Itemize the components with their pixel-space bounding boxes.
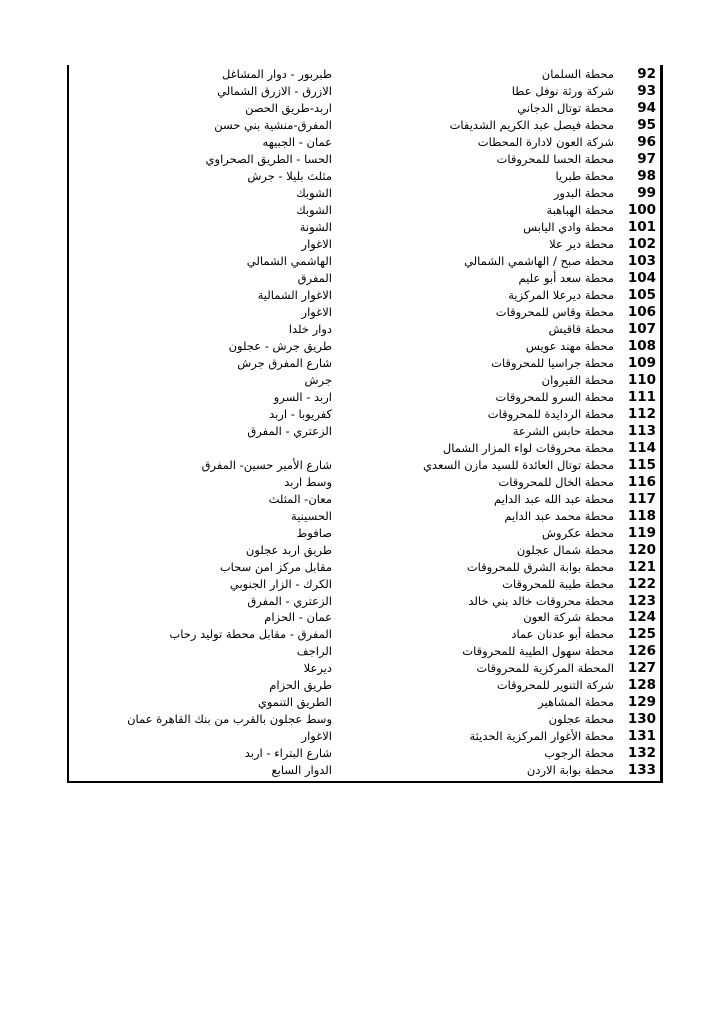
row-number: 133 <box>627 762 656 779</box>
station-location: المفرق-منشية بني حسن <box>214 118 332 133</box>
table-row <box>69 728 660 745</box>
station-location: الزعتري - المفرق <box>247 423 332 438</box>
station-name: محطة جراسيا للمحروقات <box>491 355 614 370</box>
station-name: محطة الردايدة للمحروقات <box>487 406 614 421</box>
table-row <box>69 609 660 626</box>
station-name: محطة البدور <box>553 186 614 201</box>
row-number: 103 <box>627 253 656 270</box>
row-number: 100 <box>627 202 656 219</box>
station-name: محطة شركة العون <box>523 610 614 625</box>
row-number: 106 <box>627 304 656 321</box>
station-location: طريق الحزام <box>269 678 332 693</box>
table-row <box>69 626 660 643</box>
station-name: محطة السلمان <box>541 67 614 82</box>
table-row <box>69 66 660 83</box>
station-name: محطة محمد عبد الدايم <box>504 508 614 523</box>
station-name: محطة القيروان <box>541 372 614 387</box>
table-row <box>69 405 660 422</box>
station-location: الشوبك <box>296 203 332 218</box>
station-name: محطة ديرعلا المركزية <box>508 288 614 303</box>
station-location: الحسينية <box>291 508 332 523</box>
row-number: 114 <box>627 439 656 456</box>
row-number: 131 <box>627 728 656 745</box>
station-name: محطة شمال عجلون <box>516 542 614 557</box>
table-row <box>69 660 660 677</box>
table-row <box>69 338 660 355</box>
station-location: مقابل مركز امن سحاب <box>219 559 332 574</box>
table-row <box>69 745 660 762</box>
station-location: ديرعلا <box>303 661 332 676</box>
station-name: محطة الأغوار المركزية الحديثة <box>469 729 614 744</box>
row-number: 105 <box>627 287 656 304</box>
station-name: محطة وادي اليابس <box>523 220 614 235</box>
station-name: محطة الحسا للمحروقات <box>496 152 614 167</box>
row-number: 124 <box>627 609 656 626</box>
table-row <box>69 270 660 287</box>
station-location: المفرق <box>297 271 332 286</box>
table-row <box>69 100 660 117</box>
table-row <box>69 439 660 456</box>
station-name: محطة عبد الله عبد الدايم <box>494 491 614 506</box>
station-name: محطة سهول الطيبة للمحروقات <box>462 644 614 659</box>
table-row <box>69 473 660 490</box>
station-location: الكرك - الزار الجنوبي <box>229 576 332 591</box>
station-name: محطة محروقات خالد بني خالد <box>468 593 614 608</box>
station-location: اربد-طريق الحصن <box>245 101 332 116</box>
table-row <box>69 711 660 728</box>
station-location: كفريوبا - اربد <box>269 406 332 421</box>
table-row <box>69 371 660 388</box>
station-name: محطة دير علا <box>549 237 614 252</box>
row-number: 110 <box>627 371 656 388</box>
station-name: محطة طيبة للمحروقات <box>502 576 614 591</box>
row-number: 95 <box>637 117 656 134</box>
station-location: الطريق التنموي <box>257 695 332 710</box>
station-name: محطة سعد أبو عليم <box>518 271 614 286</box>
table-row <box>69 185 660 202</box>
station-location: طريق اربد عجلون <box>245 542 332 557</box>
row-number: 101 <box>627 219 656 236</box>
station-name: محطة مهند عويس <box>525 338 614 353</box>
table-row <box>69 422 660 439</box>
row-number: 127 <box>627 660 656 677</box>
row-number: 112 <box>627 405 656 422</box>
row-number: 118 <box>627 507 656 524</box>
station-name: محطة الخال للمحروقات <box>498 474 614 489</box>
table-row <box>69 677 660 694</box>
station-name: محطة عجلون <box>548 712 614 727</box>
station-location: الهاشمي الشمالي <box>246 254 332 269</box>
table-row <box>69 321 660 338</box>
table-row <box>69 253 660 270</box>
station-name: محطة توتال الدجاني <box>517 101 614 116</box>
row-number: 94 <box>637 100 656 117</box>
station-name: محطة حابس الشرعة <box>512 423 614 438</box>
table-row <box>69 524 660 541</box>
row-number: 96 <box>637 134 656 151</box>
row-number: 130 <box>627 711 656 728</box>
station-name: محطة توتال العائدة للسيد مازن السعدي <box>423 457 614 472</box>
table-row <box>69 592 660 609</box>
station-name: المحطة المركزية للمحروقات <box>476 661 614 676</box>
station-location: الشونة <box>299 220 332 235</box>
station-location: شارع المفرق جرش <box>237 355 332 370</box>
station-location: وسط اربد <box>284 474 332 489</box>
station-name: شركة ورثة نوفل عطا <box>511 84 614 99</box>
station-location: الدوار السابع <box>271 763 332 778</box>
station-location: الزعتري - المفرق <box>247 593 332 608</box>
station-name: محطة قاقيش <box>548 322 614 337</box>
row-number: 107 <box>627 321 656 338</box>
table-row <box>69 354 660 371</box>
station-location: الازرق - الازرق الشمالي <box>217 84 332 99</box>
station-name: محطة طبريا <box>555 169 614 184</box>
row-number: 120 <box>627 541 656 558</box>
station-location: عمان - الحزام <box>264 610 332 625</box>
station-location: عمان - الجبيهه <box>262 135 332 150</box>
station-name: محطة الهباهبة <box>546 203 614 218</box>
station-name: محطة صبح / الهاشمي الشمالي <box>464 254 614 269</box>
table-row <box>69 202 660 219</box>
table-row <box>69 694 660 711</box>
row-number: 119 <box>627 524 656 541</box>
row-number: 97 <box>637 151 656 168</box>
station-location: الحسا - الطريق الصحراوي <box>205 152 332 167</box>
row-number: 125 <box>627 626 656 643</box>
station-location: الشوبك <box>296 186 332 201</box>
station-name: محطة عكروش <box>542 525 614 540</box>
station-name: محطة أبو عدنان عماد <box>511 627 614 642</box>
station-location: معان- المثلث <box>268 491 332 506</box>
table-row <box>69 168 660 185</box>
stations-table <box>67 65 663 783</box>
row-number: 122 <box>627 575 656 592</box>
station-location: الاغوار <box>301 305 332 320</box>
table-row <box>69 762 660 779</box>
table-row <box>69 643 660 660</box>
row-number: 113 <box>627 422 656 439</box>
station-name: محطة بوابة الشرق للمحروقات <box>466 559 614 574</box>
station-location: شارع البتراء - اربد <box>244 746 332 761</box>
station-location: الاغوار <box>301 237 332 252</box>
station-location: اربد - السرو <box>273 389 332 404</box>
table-row <box>69 287 660 304</box>
row-number: 111 <box>627 388 656 405</box>
row-number: 104 <box>627 270 656 287</box>
table-row <box>69 117 660 134</box>
station-location: وسط عجلون بالقرب من بنك القاهرة عمان <box>127 712 332 727</box>
table-row <box>69 507 660 524</box>
station-name: محطة المشاهير <box>538 695 614 710</box>
row-number: 92 <box>637 66 656 83</box>
station-name: محطة بوابة الاردن <box>526 763 614 778</box>
station-location: طريق جرش - عجلون <box>228 338 332 353</box>
station-location: صافوط <box>296 525 332 540</box>
station-location: الراجف <box>296 644 332 659</box>
station-name: شركة التنوير للمحروقات <box>496 678 614 693</box>
station-name: شركة العون لادارة المحطات <box>477 135 614 150</box>
row-number: 108 <box>627 337 656 354</box>
table-row <box>69 83 660 100</box>
station-name: محطة الرجوب <box>544 746 614 761</box>
table-row <box>69 134 660 151</box>
row-number: 102 <box>627 236 656 253</box>
station-location: الاغوار الشمالية <box>257 288 332 303</box>
row-number: 121 <box>627 558 656 575</box>
row-number: 93 <box>637 83 656 100</box>
table-row <box>69 151 660 168</box>
row-number: 128 <box>627 677 656 694</box>
station-name: محطة محروقات لواء المزار الشمال <box>442 440 614 455</box>
row-number: 98 <box>637 168 656 185</box>
table-row <box>69 219 660 236</box>
station-location: المفرق - مقابل محطة توليد رحاب <box>169 627 332 642</box>
station-location: جرش <box>304 372 332 387</box>
row-number: 132 <box>627 745 656 762</box>
station-location: الاغوار <box>301 729 332 744</box>
table-row <box>69 304 660 321</box>
station-name: محطة فيصل عبد الكريم الشديفات <box>449 118 614 133</box>
table-row <box>69 388 660 405</box>
station-location: دوار خلدا <box>288 322 332 337</box>
row-number: 99 <box>637 185 656 202</box>
table-row <box>69 490 660 507</box>
row-number: 129 <box>627 694 656 711</box>
station-location: طبربور - دوار المشاغل <box>221 67 332 82</box>
station-name: محطة وقاس للمحروقات <box>495 305 614 320</box>
table-row <box>69 575 660 592</box>
station-location: شارع الأمير حسين- المفرق <box>201 457 332 472</box>
station-location: مثلث بليلا - جرش <box>247 169 332 184</box>
row-number: 109 <box>627 354 656 371</box>
table-row <box>69 456 660 473</box>
table-row <box>69 236 660 253</box>
row-number: 115 <box>627 456 656 473</box>
station-name: محطة السرو للمحروقات <box>495 389 614 404</box>
row-number: 116 <box>627 473 656 490</box>
table-row <box>69 558 660 575</box>
row-number: 126 <box>627 643 656 660</box>
table-row <box>69 541 660 558</box>
row-number: 117 <box>627 490 656 507</box>
row-number: 123 <box>627 592 656 609</box>
